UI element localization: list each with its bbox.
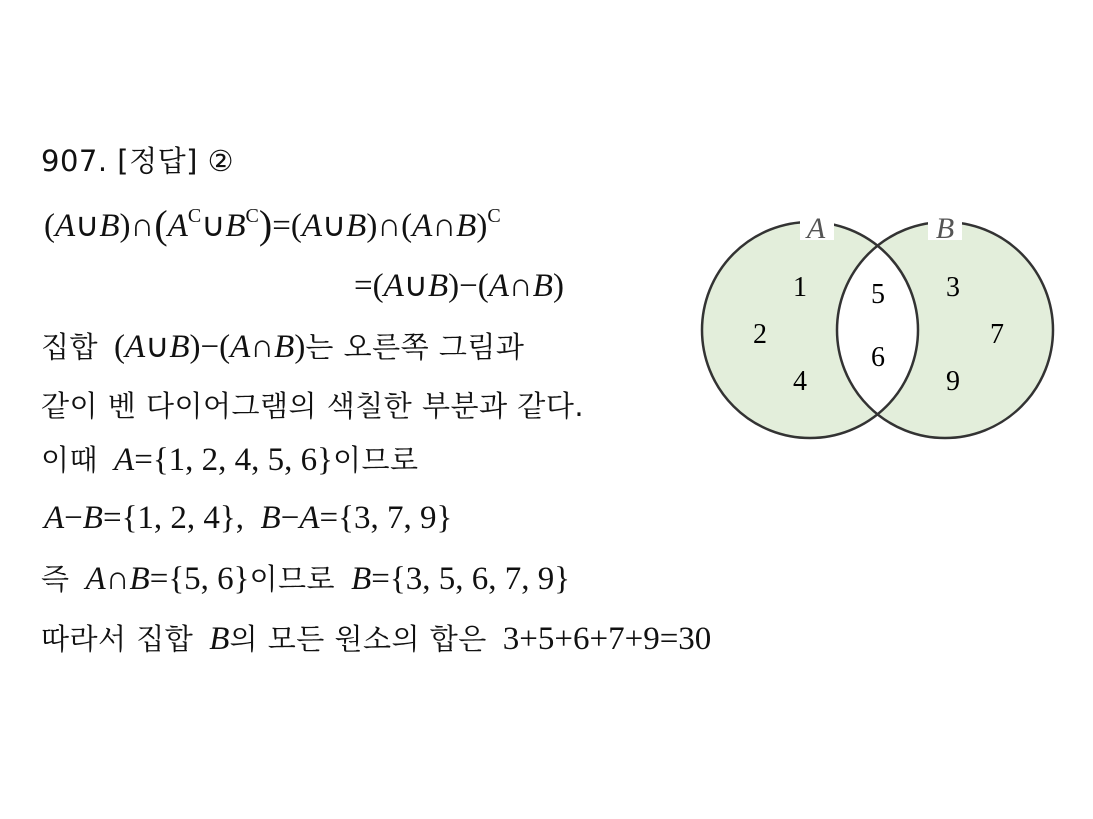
text-line-4: 같이 벤 다이어그램의 색칠한 부분과 같다. <box>41 389 585 423</box>
venn-diagram <box>700 200 1060 450</box>
text-line-3: 집합 (A∪B)−(A∩B)는 오른쪽 그림과 <box>41 329 525 365</box>
element-5: 5 <box>871 279 885 310</box>
problem-heading: 907. [정답] ② <box>41 144 235 178</box>
element-3: 3 <box>946 272 960 303</box>
equation-line-2: =(A∪B)−(A∩B) <box>354 268 564 304</box>
set-a-label: A <box>806 212 826 245</box>
set-b-label: B <box>935 212 955 245</box>
element-6: 6 <box>871 342 885 373</box>
text-line-7: 즉 A∩B={5, 6}이므로 B={3, 5, 6, 7, 9} <box>41 561 571 597</box>
text-line-5: 이때 A={1, 2, 4, 5, 6}이므로 <box>41 442 419 478</box>
element-1: 1 <box>793 272 807 303</box>
element-4: 4 <box>793 366 807 397</box>
element-2: 2 <box>753 319 767 350</box>
equation-line-1: $(A\cup B)\cap(A^C\cup B^C)=(A\cup B)\cap(A\cap B)^C$ <box>44 202 501 247</box>
element-7: 7 <box>990 319 1004 350</box>
element-9: 9 <box>946 366 960 397</box>
text-line-6: A−B={1, 2, 4}, B−A={3, 7, 9} <box>44 500 453 536</box>
text-line-8: 따라서 집합 B의 모든 원소의 합은 3+5+6+7+9=30 <box>41 621 712 657</box>
